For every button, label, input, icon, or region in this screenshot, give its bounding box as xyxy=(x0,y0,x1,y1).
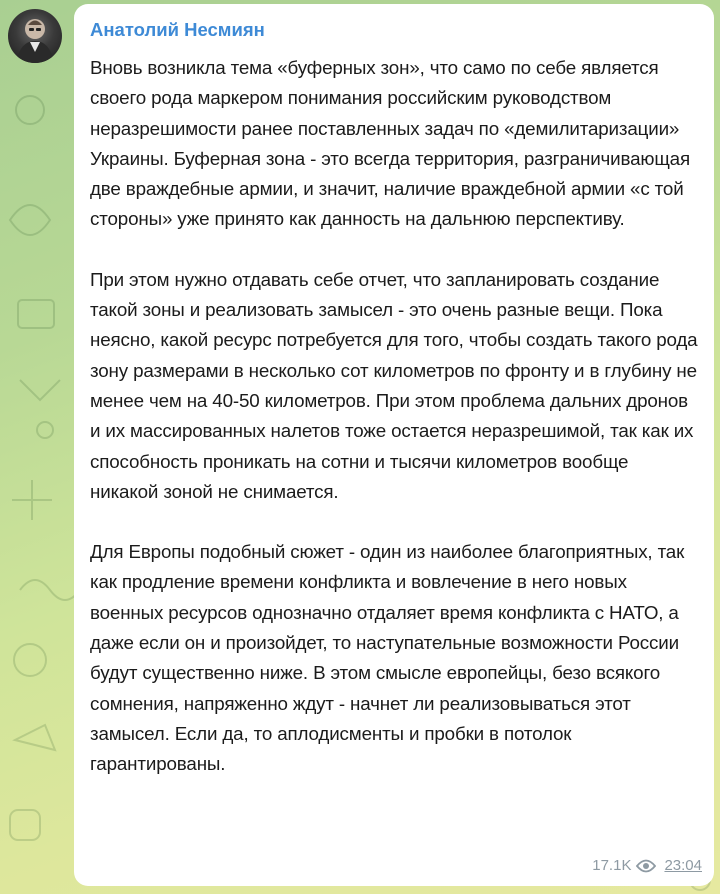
message-paragraph-2: При этом нужно отдавать себе отчет, что запланировать создание такой зоны и реализовать замысел - это очень разные вещи. Пока неясно, какой ресурс потребуется для того, чтобы создать такого рода зону размерами в несколько сот километров по фронту и в глубину не менее чем на 40-50 километров. При этом проблема дальних дронов и их массированных налетов тоже остается неразрешимой, так как их способность проникать на сотни и тысячи километров вообще никакой зоной не снимается. xyxy=(90,268,698,502)
message-time[interactable]: 23:04 xyxy=(664,857,702,874)
message-bubble xyxy=(74,4,714,886)
view-count: 17.1K xyxy=(592,857,632,874)
avatar[interactable] xyxy=(8,9,62,63)
message-paragraph-1: Вновь возникла тема «буферных зон», что само по себе является своего рода маркером понимания российским руководством неразрешимости ранее поставленных задач по «демилитаризации» Украины. Буферная зона - это всегда территория, разграничивающая две враждебные армии, и значит, наличие враждебной армии «с той стороны» уже принято как данность на дальнюю перспективу. xyxy=(90,57,690,230)
message-paragraph-3: Для Европы подобный сюжет - один из наиболее благоприятных, так как продление времени конфликта и вовлечение в него новых военных ресурсов однозначно отдаляет время конфликта с НАТО, а даже если он и произойдет, то наступательные возможности России будут существенно ниже. В этом смысле европейцы, безо всякого сомнения, напряженно ждут - начнет ли реализовываться этот замысел. Если да, то аплодисменты и пробки в потолок гарантированы. xyxy=(90,541,685,775)
avatar-photo xyxy=(8,9,62,63)
eye-icon xyxy=(636,859,656,873)
message-meta xyxy=(592,857,702,874)
author-name[interactable]: Анатолий Несмиян xyxy=(90,19,265,40)
